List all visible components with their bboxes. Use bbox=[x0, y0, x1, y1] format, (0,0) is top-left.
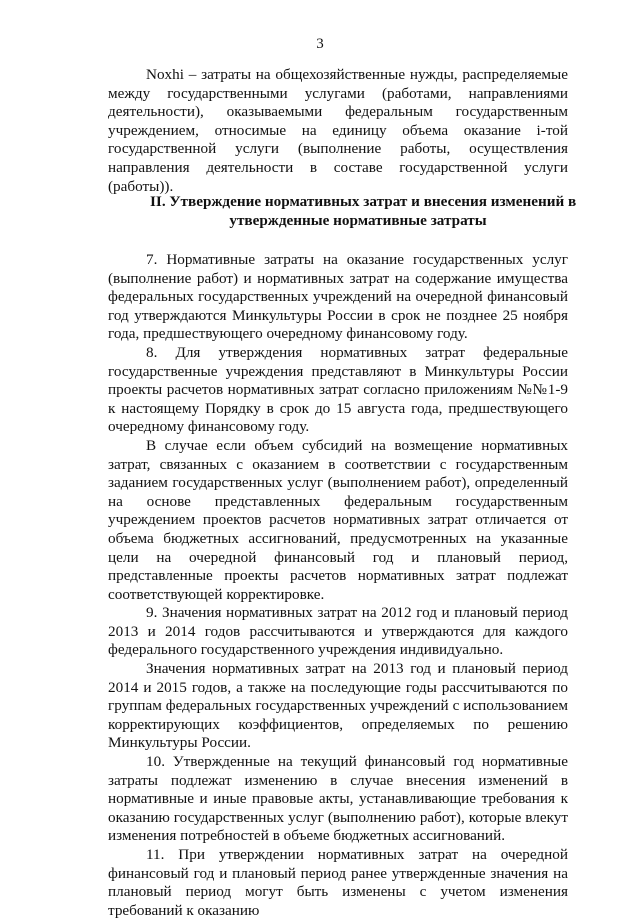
body-text bbox=[108, 251, 568, 920]
page-number: 3 bbox=[316, 36, 324, 52]
paragraph-8-continued: В случае если объем субсидий на возмещение нормативных затрат, связанных с оказанием в соответствии с государственным заданием государственных услуг (выполнением работ), определенный на основе представленных федеральным государственным учреждением проектов расчетов нормативных затрат отличается от объема бюджетных ассигнований, предусмотренных на указанные цели на очередной финансовый год и плановый период, представленные проекты расчетов нормативных затрат подлежат соответствующей корректировке. bbox=[108, 436, 568, 603]
paragraph-9-continued: Значения нормативных затрат на 2013 год и плановый период 2014 и 2015 годов, а также на последующие годы рассчитываются по группам федеральных государственных учреждений с использованием корректирующих коэффициентов, определяемых по решению Минкультуры России. bbox=[108, 660, 568, 752]
section-heading-line-2: утвержденные нормативные затраты bbox=[229, 211, 487, 229]
paragraph-7: 7. Нормативные затраты на оказание государственных услуг (выполнение работ) и нормативных затрат на содержание имущества федеральных государственных учреждений на очередной финансовый год утверждаются Минкультуры России в срок не позднее 25 ноября года, предшествующего очередному финансовому году. bbox=[108, 251, 568, 343]
paragraph-11: 11. При утверждении нормативных затрат на очередной финансовый год и плановый период ранее утвержденные значения на плановый период могут быть изменены с учетом изменения требований к оказанию bbox=[108, 846, 568, 919]
paragraph-noxhi: Noxhi – затраты на общехозяйственные нужды, распределяемые между государственными услугами (работами, направлениями деятельности), оказываемыми федеральным государственным учреждением, относимые на единицу объема оказание i-той государственной услуги (выполнение работы, осуществления направления деятельности в составе государственной услуги (работы)). bbox=[108, 66, 568, 195]
paragraph-8: 8. Для утверждения нормативных затрат федеральные государственные учреждения представляют в Минкультуры России проекты расчетов нормативных затрат согласно приложениям №№1-9 к настоящему Порядку в срок до 15 августа года, предшествующего очередному финансовому году. bbox=[108, 343, 568, 436]
intro-paragraph bbox=[108, 66, 568, 196]
section-heading-line-1: II. Утверждение нормативных затрат и внесения изменений в bbox=[150, 193, 577, 210]
paragraph-10: 10. Утвержденные на текущий финансовый год нормативные затраты подлежат изменению в случае внесения изменений в нормативные и иные правовые акты, устанавливающие требования к оказанию государственных услуг (выполнению работ), которые влекут изменения потребностей в объеме бюджетных ассигнований. bbox=[108, 753, 568, 845]
section-heading bbox=[108, 193, 578, 230]
paragraph-9: 9. Значения нормативных затрат на 2012 год и плановый период 2013 и 2014 годов рассчитываются и утверждаются для каждого федерального государственного учреждения индивидуально. bbox=[108, 604, 568, 659]
